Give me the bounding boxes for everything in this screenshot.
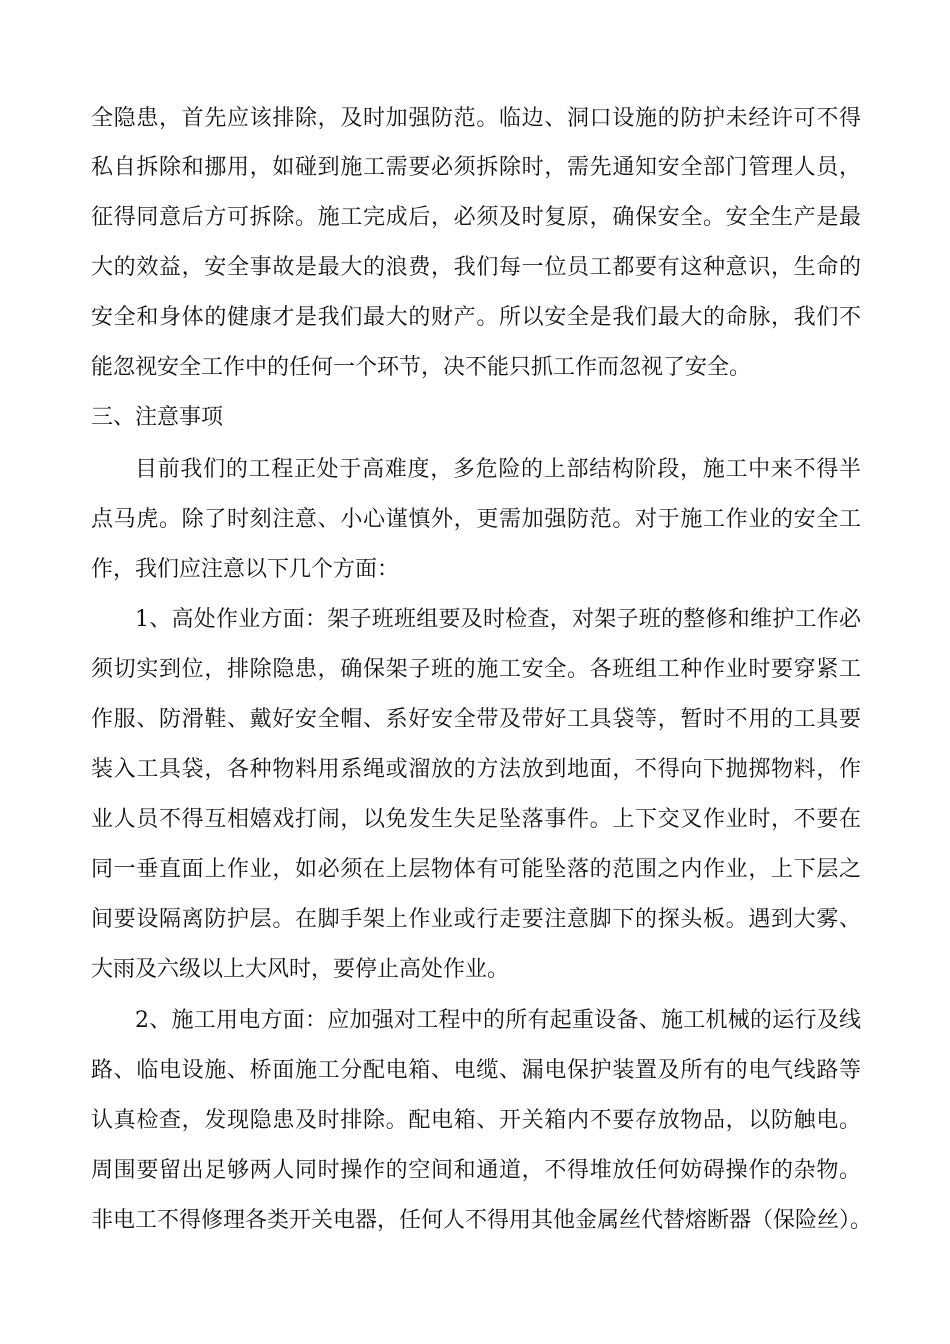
text-line: 认真检查，发现隐患及时排除。配电箱、开关箱内不要存放物品，以防触电。	[91, 1108, 861, 1133]
paragraph-first-line: 目前我们的工程正处于高难度，多危险的上部结构阶段，施工中来不得半	[135, 457, 861, 482]
text-line: 装入工具袋，各种物料用系绳或溜放的方法放到地面，不得向下抛掷物料，作	[91, 757, 861, 782]
text-line: 间要设隔离防护层。在脚手架上作业或行走要注意脚下的探头板。遇到大雾、	[91, 907, 861, 932]
text-line: 同一垂直面上作业，如必须在上层物体有可能坠落的范围之内作业，上下层之	[91, 857, 861, 882]
text-line: 私自拆除和挪用，如碰到施工需要必须拆除时，需先通知安全部门管理人员，	[91, 155, 861, 180]
text-line: 大雨及六级以上大风时，要停止高处作业。	[91, 957, 510, 982]
paragraph-first-line: 1、高处作业方面：架子班班组要及时检查，对架子班的整修和维护工作必	[135, 607, 861, 632]
text-line: 点马虎。除了时刻注意、小心谨慎外，更需加强防范。对于施工作业的安全工	[91, 507, 861, 532]
text-line: 征得同意后方可拆除。施工完成后，必须及时复原，确保安全。安全生产是最	[91, 205, 861, 230]
text-line: 安全和身体的健康才是我们最大的财产。所以安全是我们最大的命脉，我们不	[91, 305, 861, 330]
text-line: 周围要留出足够两人同时操作的空间和通道，不得堆放任何妨碍操作的杂物。	[91, 1158, 861, 1183]
section-heading: 三、注意事项	[91, 405, 224, 430]
text-line: 作服、防滑鞋、戴好安全帽、系好安全带及带好工具袋等，暂时不用的工具要	[91, 707, 861, 732]
paragraph-first-line: 2、施工用电方面：应加强对工程中的所有起重设备、施工机械的运行及线	[135, 1008, 861, 1033]
text-line: 能忽视安全工作中的任何一个环节，决不能只抓工作而忽视了安全。	[91, 355, 752, 380]
text-line: 路、临电设施、桥面施工分配电箱、电缆、漏电保护装置及所有的电气线路等	[91, 1058, 861, 1083]
text-line: 须切实到位，排除隐患，确保架子班的施工安全。各班组工种作业时要穿紧工	[91, 657, 861, 682]
text-line: 非电工不得修理各类开关电器，任何人不得用其他金属丝代替熔断器（保险丝）。	[91, 1208, 873, 1233]
text-line: 全隐患，首先应该排除，及时加强防范。临边、洞口设施的防护未经许可不得	[91, 106, 861, 131]
text-line: 大的效益，安全事故是最大的浪费，我们每一位员工都要有这种意识，生命的	[91, 255, 861, 280]
text-line: 业人员不得互相嬉戏打闹，以免发生失足坠落事件。上下交叉作业时，不要在	[91, 807, 861, 832]
text-line: 作，我们应注意以下几个方面：	[91, 557, 400, 582]
